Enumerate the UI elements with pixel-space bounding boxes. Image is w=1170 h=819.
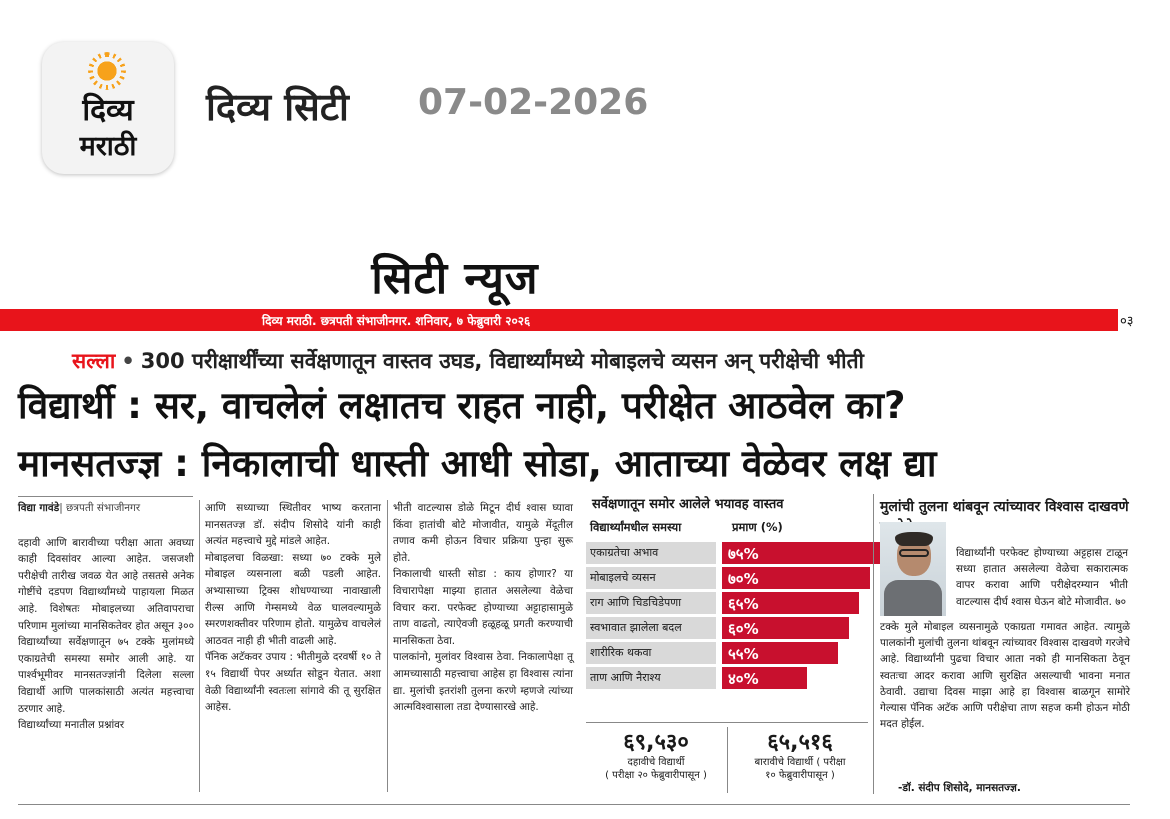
chart-row [586, 567, 868, 589]
stat-number: ६९,५३० [623, 730, 689, 755]
chart-row [586, 592, 868, 614]
column-divider [873, 494, 874, 794]
stat-caption: बारावीचे विद्यार्थी ( परीक्षा [754, 757, 846, 768]
byline-place: | छत्रपती संभाजीनगर [59, 502, 141, 514]
chart-row [586, 642, 868, 664]
article-column-1 [18, 500, 194, 734]
app-logo[interactable] [42, 42, 174, 174]
article-column-2: आणि सध्याच्या स्थितीवर भाष्य करताना मानसतज्ज्ञ डॉ. संदीप शिसोदे यांनी काही अत्यंत महत्त्वाचे मुद्दे मांडले आहेत. मोबाइलचा विळखा: सध्या ७० टक्के मुले मोबाइल व्यसनाला बळी पडली आहेत. अभ्यासाच्या ट्रिक्स शोधण्याच्या नावाखाली रील्स आणि गेम्समध्ये वेळ घालवल्यामुळे स्मरणशक्तीवर परिणाम होतो. यामुळेच वाचलेलं आठवत नाही ही भीती वाढली आहे. पॅनिक अटॅकवर उपाय : भीतीमुळे दरवर्षी १० ते १५ विद्यार्थी पेपर अर्ध्यात सोडून येतात. अशा वेळी विद्यार्थ्यांनी स्वतःला सांगावे की तू सुरक्षित आहेस. [205, 502, 381, 714]
dateline: दिव्य मराठी. छत्रपती संभाजीनगर. शनिवार, ७ फेब्रुवारी २०२६ [262, 314, 531, 328]
chart-value-label: ५५% [728, 645, 759, 663]
chart-category-header: विद्यार्थ्यांमधील समस्या [590, 520, 682, 534]
sun-icon [92, 56, 122, 86]
app-title: दिव्य सिटी [206, 85, 349, 129]
column-divider [387, 500, 388, 792]
chart-category-label: मोबाइलचे व्यसन [586, 567, 716, 589]
chart-value-label: ४०% [728, 670, 759, 688]
divider [586, 722, 868, 723]
stat-caption: ( परीक्षा २० फेब्रुवारीपासून ) [605, 770, 707, 781]
chart-category-label: शारीरिक थकवा [586, 642, 716, 664]
chart-value-label: ७०% [728, 570, 759, 588]
chart-value-label: ६५% [728, 595, 759, 613]
stat-caption: दहावीचे विद्यार्थी [627, 757, 685, 768]
glasses-icon [899, 549, 929, 557]
chart-value-header: प्रमाण (%) [732, 520, 783, 534]
byline-name: विद्या गावंडे [18, 502, 60, 514]
page-masthead: सिटी न्यूज [371, 253, 539, 304]
sidebar-text-1: विद्यार्थ्यांनी परफेक्ट होण्याच्या अट्टहास टाळून सध्या हातात असलेल्या वेळेचा सकारात्मक वापर करावा आणि परीक्षेदरम्यान भीती वाटल्यास दीर्घ श्वास घेऊन बोटे मोजावीत. ७० [956, 547, 1128, 608]
byline [18, 500, 194, 517]
stat-caption: १० फेब्रुवारीपासून ) [765, 770, 835, 781]
kicker-label: सल्ला [72, 349, 116, 373]
chart-category-label: स्वभावात झालेला बदल [586, 617, 716, 639]
kicker-text: 300 परीक्षार्थींच्या सर्वेक्षणातून वास्तव उघड, विद्यार्थ्यांमध्ये मोबाइलचे व्यसन अन् परीक्षेची भीती [140, 349, 864, 373]
photo-hair [895, 532, 933, 546]
page-number: ०३ [1120, 314, 1134, 329]
chart-category-label: एकाग्रतेचा अभाव [586, 542, 716, 564]
edition-date: 07-02-2026 [418, 82, 649, 123]
dateline-band [0, 309, 1118, 331]
chart-title: सर्वेक्षणातून समोर आलेले भयावह वास्तव [592, 497, 784, 512]
chart-value-label: ७५% [728, 545, 759, 563]
sidebar-heading: मुलांची तुलना थांबवून त्यांच्यावर विश्वास दाखवणे [880, 499, 1129, 515]
column-divider [199, 500, 200, 792]
chart-category-label: राग आणि चिडचिडेपणा [586, 592, 716, 614]
stat-ssc [586, 726, 726, 782]
headline-expert: मानसतज्ज्ञ : निकालाची धास्ती आधी सोडा, आताच्या वेळेवर लक्ष द्या [18, 442, 937, 485]
divider [18, 496, 193, 497]
column-1-text: दहावी आणि बारावीच्या परीक्षा आता अवघ्या काही दिवसांवर आल्या आहेत. जसजशी परीक्षेची तारीख जवळ येत आहे तसतसे अनेक गोष्टींचे दडपण विद्यार्थ्यांमध्ये पाहायला मिळत आहे. विशेषतः मोबाइलच्या अतिवापराचा परिणाम मुलांच्या मानसिकतेवर होत असून ३०० विद्यार्थ्यांच्या सर्वेक्षणातून ७५ टक्के मुलांमध्ये एकाग्रतेची समस्या समोर आली आहे. या पार्श्वभूमीवर मानसतज्ज्ञांनी दिलेला सल्ला विद्यार्थी आणि पालकांसाठी अत्यंत महत्त्वाचा ठरणार आहे. विद्यार्थ्यांच्या मनातील प्रश्नांवर [18, 536, 194, 732]
sidebar-text-2: टक्के मुले मोबाइल व्यसनामुळे एकाग्रता गमावत आहेत. त्यामुळे पालकांनी मुलांची तुलना थांबवून त्यांच्यावर विश्वास दाखवणे गरजेचे आहे. विद्यार्थ्यांनी पुढचा विचार आता नको ही मानसिकता ठेवून स्वतःचा आदर करावा आणि सुरक्षित असल्याची भावना मनात ठेवावी. उद्याचा दिवस माझा आहे हा विश्वास बाळगून सामोरे गेल्यास पॅनिक अटॅक आणि परीक्षेचा ताण सहज कमी होऊन मोठी मदत होईल. [880, 621, 1130, 731]
chart-category-label: ताण आणि नैराश्य [586, 667, 716, 689]
logo-line1: दिव्य [82, 93, 134, 128]
chart-row [586, 667, 868, 689]
chart-value-label: ६०% [728, 620, 759, 638]
expert-photo [880, 522, 946, 616]
chart-row [586, 617, 868, 639]
chart-row [586, 542, 868, 564]
article-column-3: भीती वाटल्यास डोळे मिटून दीर्घ श्वास घ्यावा किंवा हातांची बोटे मोजावीत, यामुळे मेंदूतील तणाव कमी होऊन विचार प्रक्रिया पुन्हा सुरू होते. निकालाची धास्ती सोडा : काय होणार? या विचारापेक्षा माझ्या हातात असलेल्या वेळेचा विचार करा. परफेक्ट होण्याच्या अट्टाहासामुळे ताण वाढतो, त्याऐवजी हळूहळू प्रगती करण्याची मानसिकता ठेवा. पालकांनो, मुलांवर विश्वास ठेवा. निकालापेक्षा तू आमच्यासाठी महत्त्वाचा आहेस हा विश्वास त्यांना द्या. मुलांची इतरांशी तुलना करणे म्हणजे त्यांच्या आत्मविश्वासाला तडा देण्यासारखे आहे. [393, 502, 573, 714]
bottom-rule [18, 804, 1130, 805]
kicker [72, 347, 864, 375]
stat-hsc [730, 726, 870, 782]
logo-line2: मराठी [79, 131, 137, 162]
headline-student: विद्यार्थी : सर, वाचलेलं लक्षातच राहत नाही, परीक्षेत आठवेल का? [18, 384, 906, 427]
column-divider [727, 727, 728, 793]
photo-body [884, 580, 942, 616]
sidebar-signature: -डॉ. संदीप शिसोदे, मानसतज्ज्ञ. [898, 782, 1021, 794]
stat-number: ६५,५१६ [767, 730, 833, 755]
bullet-icon: • [121, 349, 135, 373]
